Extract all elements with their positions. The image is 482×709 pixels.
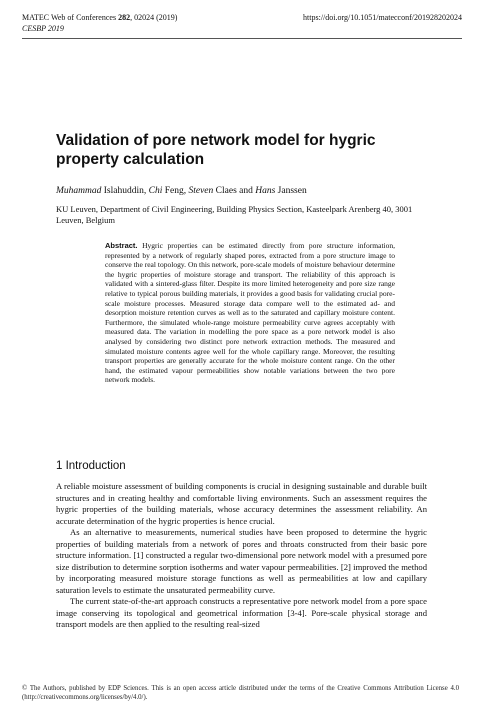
author: Hans Janssen: [255, 186, 307, 196]
abstract-block: [105, 241, 395, 385]
article-number: , 02024 (2019): [130, 13, 178, 22]
affiliation: KU Leuven, Department of Civil Engineering, Building Physics Section, Kasteelpark Arenberg 40, 3001 Leuven, Belgium: [56, 204, 413, 225]
abstract-label: Abstract.: [105, 241, 138, 250]
volume-number: 282: [118, 13, 131, 22]
license-footer: © The Authors, published by EDP Sciences. This is an open access article distributed under the terms of the Creative Commons Attribution License 4.0 (http://creativecommons.org/licenses/by/4.0/).: [22, 685, 459, 701]
abstract-text: Hygric properties can be estimated directly from pore structure information, represented by a network of regularly shaped pores, extracted from a pore structure image to conserve the real topology. On this network, pore-scale models of moisture behaviour determine the hygric properties of moisture storage and transport. The reliability of this approach is validated with a sintered-glass filter. Despite its more limited heterogeneity and pore size range relative to typical porous building materials, it provides a good basis for validating crucial pore-scale moisture processes. Measured storage data compare well to the estimated ad- and desorption moisture retention curves as well as to the saturated and capillary moisture content. Furthermore, the simulated whole-range moisture permeability curve agrees acceptably with measured data. The variation in modelling the pore space as a pore network model is also analysed by considering two distinct pore network extraction methods. The measured and simulated moisture contents agree well for the whole capillary range. Moreover, the resulting transport properties are generally accurate for the whole moisture content range. On the other hand, the estimated vapour permeabilities show notable variations between the two pore network models.: [105, 241, 395, 385]
author: Chi Feng,: [148, 186, 189, 196]
paper-title: Validation of pore network model for hygric property calculation: [56, 132, 376, 168]
section-heading: 1 Introduction: [56, 460, 126, 472]
paragraph: The current state-of-the-art approach constructs a representative pore network model from a pore space image conserving its topological and geometrical information [3-4]. Pore-scale physical storage and transport models are then applied to the resulting real-sized: [56, 596, 427, 629]
conference-line: [22, 12, 177, 23]
section-body: [56, 481, 427, 631]
doi-link[interactable]: https://doi.org/10.1051/matecconf/201928202024: [303, 13, 462, 22]
paragraph: As an alternative to measurements, numerical studies have been proposed to determine the hygric properties of building materials from a network of pores and throats constructed from their basic pore structure information. [1] constructed a regular two-dimensional pore network model with a presumed pore size distribution to determine sorption isotherms and water vapour permeabilities. [2] improved the method by incorporating measured moisture storage functions as well as permeabilities at low and capillary saturation levels to estimate the unsaturated permeability curve.: [56, 527, 427, 595]
running-header: [22, 12, 177, 34]
subconference-name: CESBP 2019: [22, 24, 64, 33]
header-rule: [22, 38, 462, 39]
author: Steven Claes and: [188, 186, 256, 196]
paragraph: A reliable moisture assessment of building components is crucial in designing sustainable and durable built structures and in creating healthy and comfortable living environments. Such an assessment requires the hygric properties of the building materials, whose accuracy determines the assessment reliability. An accurate determination of the hygric properties is hence crucial.: [56, 481, 427, 526]
author-list: [56, 185, 307, 197]
conference-name: MATEC Web of Conferences: [22, 13, 117, 22]
author: Muhammad Islahuddin,: [56, 186, 149, 196]
